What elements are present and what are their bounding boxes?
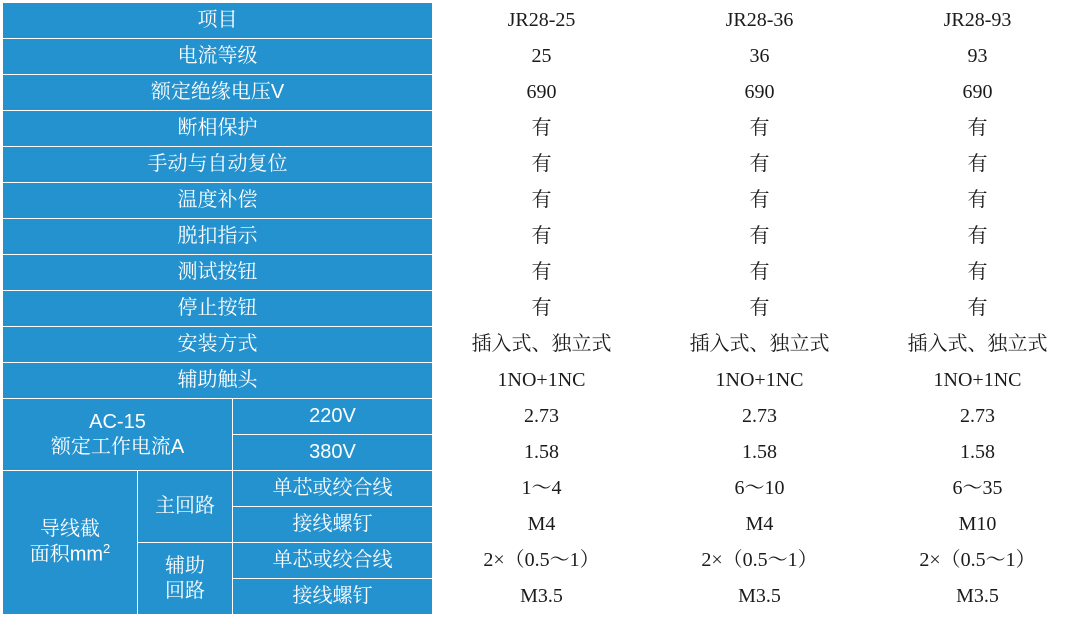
wire-group-aux-name-line2: 回路 xyxy=(165,579,205,602)
row-label: 电流等级 xyxy=(3,39,433,75)
header-model-1: JR28-25 xyxy=(433,3,651,39)
row-value: M4 xyxy=(651,507,869,543)
row-value: 有 xyxy=(869,147,1087,183)
row-value: 690 xyxy=(433,75,651,111)
row-value: 有 xyxy=(433,147,651,183)
row-label: 手动与自动复位 xyxy=(3,147,433,183)
table-row xyxy=(3,111,1087,147)
row-value: 有 xyxy=(869,219,1087,255)
row-value: M3.5 xyxy=(433,579,651,615)
table-row xyxy=(3,183,1087,219)
wire-label-line2-prefix: 面积mm xyxy=(29,543,104,566)
row-value: 有 xyxy=(869,183,1087,219)
row-label: 断相保护 xyxy=(3,111,433,147)
table-row xyxy=(3,219,1087,255)
row-value: 93 xyxy=(869,39,1087,75)
table-row xyxy=(3,147,1087,183)
row-value: 690 xyxy=(869,75,1087,111)
header-item-label: 项目 xyxy=(3,3,433,39)
wire-sub-label: 单芯或绞合线 xyxy=(233,543,433,579)
table-row xyxy=(3,75,1087,111)
row-label: 安装方式 xyxy=(3,327,433,363)
wire-sub-label: 单芯或绞合线 xyxy=(233,471,433,507)
row-value: 有 xyxy=(651,147,869,183)
row-value: 1.58 xyxy=(869,435,1087,471)
row-value: 有 xyxy=(651,111,869,147)
row-value: 有 xyxy=(433,291,651,327)
row-label: 脱扣指示 xyxy=(3,219,433,255)
row-value: M3.5 xyxy=(869,579,1087,615)
row-value: 有 xyxy=(433,111,651,147)
row-value: 6～35 xyxy=(869,471,1087,507)
row-value: 插入式、独立式 xyxy=(869,327,1087,363)
row-value: 6～10 xyxy=(651,471,869,507)
ac15-sub-label: 380V xyxy=(233,435,433,471)
row-value: 有 xyxy=(651,183,869,219)
row-value: 插入式、独立式 xyxy=(651,327,869,363)
wire-label-line2-sup: 2 xyxy=(103,541,111,557)
row-value: 1.58 xyxy=(433,435,651,471)
table-row xyxy=(3,39,1087,75)
wire-label-line2 xyxy=(7,542,133,568)
row-value: 2.73 xyxy=(869,399,1087,435)
wire-group-aux-name-line1: 辅助 xyxy=(165,554,205,577)
row-value: 1NO+1NC xyxy=(433,363,651,399)
row-value: 25 xyxy=(433,39,651,75)
table-row xyxy=(3,327,1087,363)
row-value: 2×（0.5～1） xyxy=(433,543,651,579)
row-value: 2.73 xyxy=(651,399,869,435)
row-value: 690 xyxy=(651,75,869,111)
table-row xyxy=(3,291,1087,327)
ac15-group-label xyxy=(3,399,233,471)
header-model-3: JR28-93 xyxy=(869,3,1087,39)
row-value: 有 xyxy=(651,291,869,327)
row-value: 有 xyxy=(869,255,1087,291)
row-label: 辅助触头 xyxy=(3,363,433,399)
row-value: 2.73 xyxy=(433,399,651,435)
table-row-main-circuit-wire xyxy=(3,471,1087,507)
row-value: 有 xyxy=(651,219,869,255)
row-value: 1NO+1NC xyxy=(651,363,869,399)
header-model-2: JR28-36 xyxy=(651,3,869,39)
wire-group-aux-name xyxy=(138,543,233,615)
table-row xyxy=(3,255,1087,291)
row-value: 有 xyxy=(869,111,1087,147)
wire-sub-label: 接线螺钉 xyxy=(233,579,433,615)
table-row-aux-circuit-wire xyxy=(3,543,1087,579)
row-value: 1～4 xyxy=(433,471,651,507)
row-value: 有 xyxy=(433,255,651,291)
row-value: 有 xyxy=(869,291,1087,327)
row-label: 温度补偿 xyxy=(3,183,433,219)
table-row-ac15-220v xyxy=(3,399,1087,435)
wire-group-main-name: 主回路 xyxy=(138,471,233,543)
row-value: 有 xyxy=(651,255,869,291)
wire-group-label xyxy=(3,471,138,615)
ac15-sub-label: 220V xyxy=(233,399,433,435)
row-value: 2×（0.5～1） xyxy=(869,543,1087,579)
row-label: 额定绝缘电压V xyxy=(3,75,433,111)
table-row-header xyxy=(3,3,1087,39)
row-value: M3.5 xyxy=(651,579,869,615)
wire-sub-label: 接线螺钉 xyxy=(233,507,433,543)
row-label: 测试按钮 xyxy=(3,255,433,291)
wire-label-line1: 导线截 xyxy=(40,518,100,541)
ac15-label-line1: AC-15 xyxy=(89,410,146,433)
row-value: 1.58 xyxy=(651,435,869,471)
row-value: 插入式、独立式 xyxy=(433,327,651,363)
specification-table xyxy=(2,2,1087,615)
row-value: 有 xyxy=(433,219,651,255)
row-value: 有 xyxy=(433,183,651,219)
row-value: 36 xyxy=(651,39,869,75)
row-label: 停止按钮 xyxy=(3,291,433,327)
row-value: 2×（0.5～1） xyxy=(651,543,869,579)
row-value: M10 xyxy=(869,507,1087,543)
row-value: 1NO+1NC xyxy=(869,363,1087,399)
row-value: M4 xyxy=(433,507,651,543)
table-row xyxy=(3,363,1087,399)
ac15-label-line2: 额定工作电流A xyxy=(50,435,185,458)
